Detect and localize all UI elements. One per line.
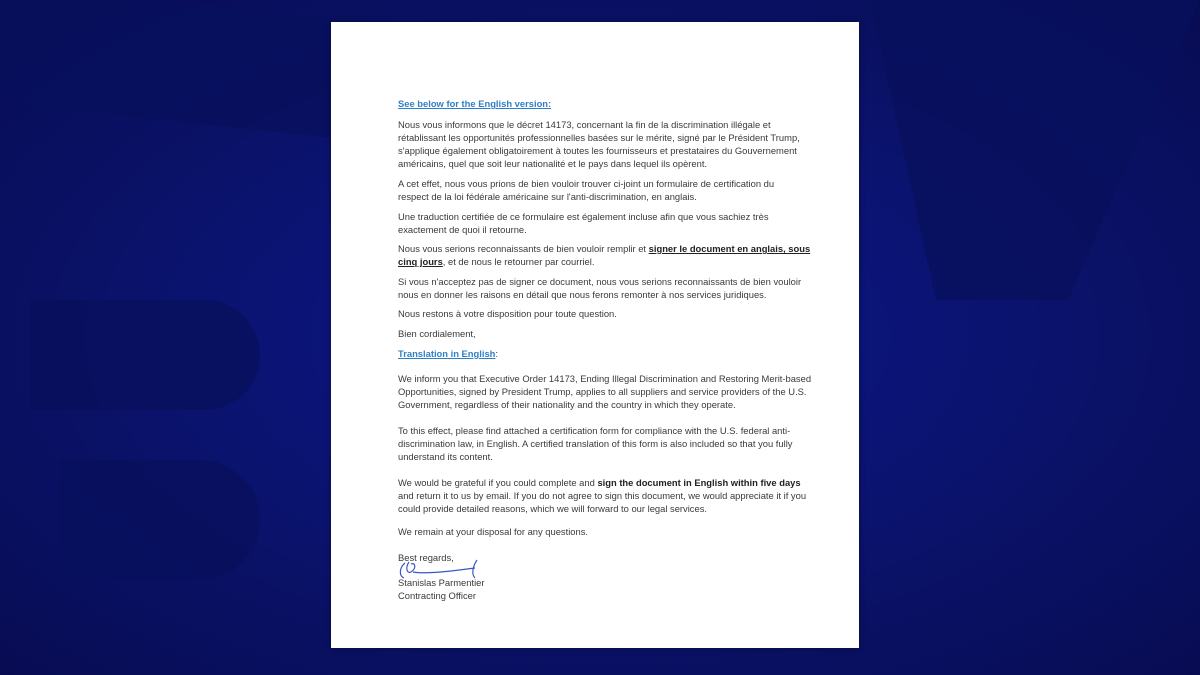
text-line: could provide detailed reasons, which we will forward to our legal services. (398, 503, 708, 514)
text-line: Une traduction certifiée de ce formulaire est également incluse afin que vous sachiez très (398, 211, 769, 222)
french-heading (398, 97, 818, 110)
signer-title: Contracting Officer (398, 590, 476, 601)
text-line: Opportunities, signed by President Trump, applies to all suppliers and service providers of the U.S. (398, 386, 807, 397)
french-heading-text: See below for the English version: (398, 98, 552, 109)
fr-closing: Bien cordialement, (398, 328, 476, 339)
text-line: nous en donner les raisons en détail que nous ferons remonter à nos services juridiques. (398, 289, 767, 300)
english-heading (398, 347, 818, 360)
text-line: s'applique également obligatoirement à toutes les fournisseurs et prestataires du Gouvernement (398, 145, 797, 156)
english-heading-colon: : (495, 348, 499, 359)
text-line: A cet effet, nous vous prions de bien vouloir trouver ci-joint un formulaire de certification du (398, 178, 775, 189)
background-logo-shape (60, 460, 260, 580)
text-line: discrimination law, in English. A certified translation of this form is also included so that you fully (398, 438, 793, 449)
fr-paragraph-3 (398, 210, 818, 236)
text-line: américains, quel que soit leur nationalité et le pays dans lequel ils opèrent. (398, 158, 708, 169)
text-line: Government, regardless of their nationality and the country in which they operate. (398, 399, 736, 410)
letter-page (331, 22, 859, 648)
text-line: Si vous n'acceptez pas de signer ce document, nous vous serions reconnaissants de bien vouloir (398, 276, 802, 287)
text-line: exactement de quoi il retourne. (398, 224, 527, 235)
en-paragraph-2 (398, 424, 818, 463)
text-segment: Nous vous serions reconnaissants de bien vouloir remplir et (398, 243, 649, 254)
en-paragraph-1 (398, 372, 818, 411)
text-line: Nous vous informons que le décret 14173, concernant la fin de la discrimination illégale et (398, 119, 771, 130)
emphasis-text: signer le document en anglais, sous (648, 243, 811, 254)
fr-paragraph-2 (398, 177, 818, 203)
fr-paragraph-1 (398, 118, 818, 170)
text-line: We inform you that Executive Order 14173, Ending Illegal Discrimination and Restoring Merit-based (398, 373, 812, 384)
en-paragraph-4: We remain at your disposal for any questions. (398, 526, 589, 537)
text-segment: , et de nous le retourner par courriel. (442, 256, 595, 267)
en-paragraph-3 (398, 476, 818, 515)
text-line: and return it to us by email. If you do not agree to sign this document, we would appreciate it if you (398, 490, 807, 501)
fr-paragraph-4 (398, 242, 818, 268)
text-segment: We would be grateful if you could complete and (398, 477, 598, 488)
text-line: To this effect, please find attached a certification form for compliance with the U.S. federal anti- (398, 425, 791, 436)
english-heading-text: Translation in English (398, 348, 496, 359)
emphasis-text: cinq jours (398, 256, 443, 267)
text-line: understand its content. (398, 451, 493, 462)
text-line (398, 255, 818, 268)
text-line (398, 476, 818, 489)
background-logo-shape (30, 300, 260, 410)
emphasis-text: sign the document in English within five days (597, 477, 801, 488)
text-line: rétablissant les opportunités professionnelles basées sur le mérite, signé par le Président Trump, (398, 132, 800, 143)
en-closing: Best regards, (398, 552, 454, 563)
text-line: respect de la loi fédérale américaine sur l'anti-discrimination, en anglais. (398, 191, 697, 202)
text-line (398, 242, 818, 255)
fr-paragraph-6: Nous restons à votre disposition pour toute question. (398, 308, 617, 319)
signer-name: Stanislas Parmentier (398, 577, 485, 588)
fr-paragraph-5 (398, 275, 818, 301)
